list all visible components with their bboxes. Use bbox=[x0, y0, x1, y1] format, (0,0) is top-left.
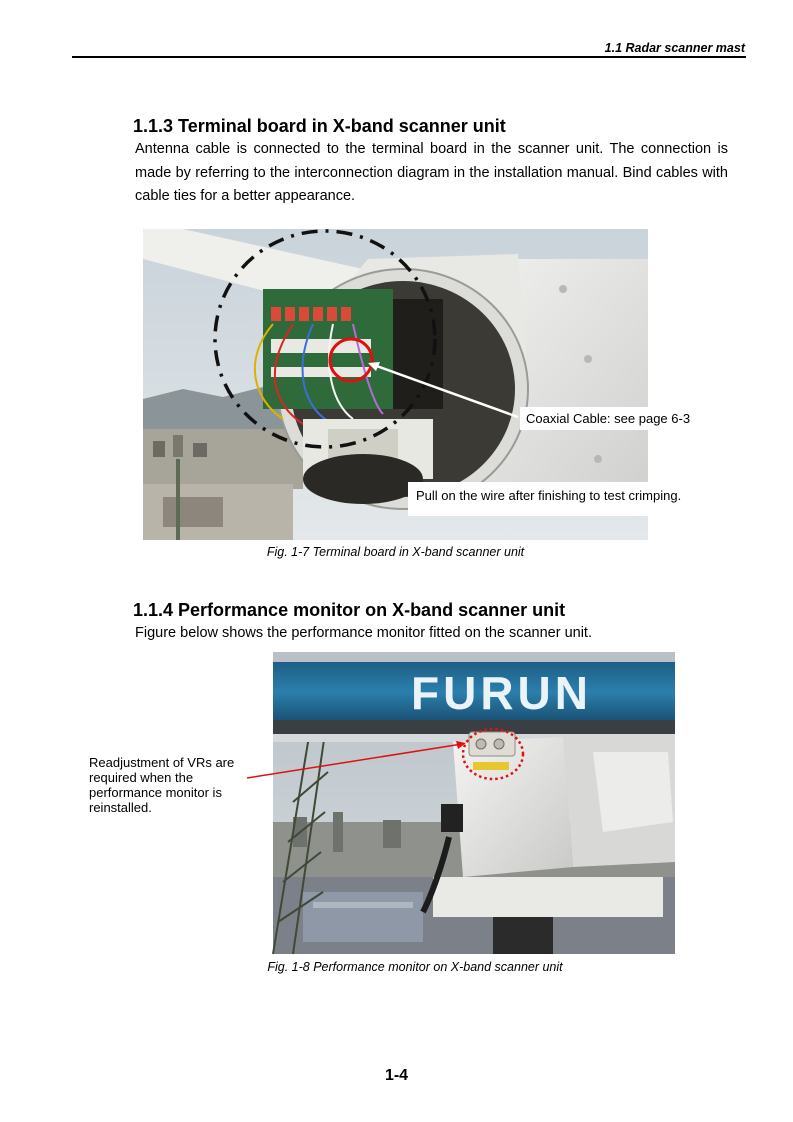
header-section-title: 1.1 Radar scanner mast bbox=[604, 41, 745, 55]
coaxial-cable-callout: Coaxial Cable: see page 6-3 bbox=[520, 407, 696, 430]
section-114-heading: 1.1.4 Performance monitor on X-band scanner unit bbox=[133, 600, 566, 620]
vr-readjustment-note: Readjustment of VRs are required when the performance monitor is reinstalled. bbox=[89, 755, 235, 815]
furuno-brand-text: FURUN bbox=[411, 667, 592, 719]
figure-1-7-caption: Fig. 1-7 Terminal board in X-band scanner unit bbox=[266, 545, 525, 559]
section-114-body: Figure below shows the performance monitor fitted on the scanner unit. bbox=[135, 625, 592, 641]
section-113-body: Antenna cable is connected to the terminal board in the scanner unit. The connection is made by referring to the interconnection diagram in the installation manual. Bind cables with cable ties for a better appearance. bbox=[135, 141, 728, 204]
section-113-heading: 1.1.3 Terminal board in X-band scanner unit bbox=[133, 116, 506, 136]
figure-1-8-caption: Fig. 1-8 Performance monitor on X-band scanner unit bbox=[267, 960, 563, 974]
crimp-test-callout: Pull on the wire after finishing to test crimping. bbox=[408, 482, 689, 516]
page-number: 1-4 bbox=[384, 1067, 409, 1084]
